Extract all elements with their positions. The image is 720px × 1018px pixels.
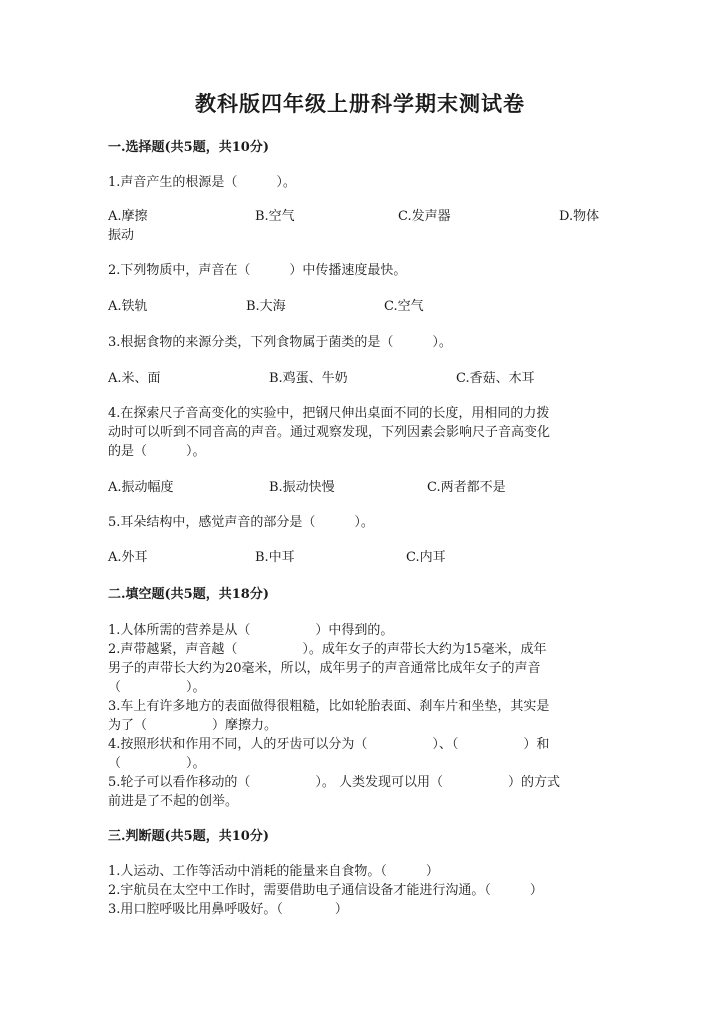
fill-line-6: 为了（ ）摩擦力。	[108, 718, 278, 733]
fill-line-10: 前进是了不起的创举。	[108, 794, 239, 809]
question-4-line3: 的是（ ）。	[108, 444, 206, 459]
option-1d-cont: 振动	[108, 228, 135, 243]
fill-line-8: （ ）。	[108, 756, 206, 771]
option-5b: B.中耳	[255, 550, 295, 565]
question-4-line2: 动时可以听到不同音高的声音。通过观察发现，下列因素会影响尺子音高变化	[108, 425, 551, 440]
question-3: 3.根据食物的来源分类，下列食物属于菌类的是（ ）。	[108, 335, 452, 350]
option-3a: A.米、面	[108, 371, 161, 386]
fill-line-3: 男子的声带长大约为20毫米，所以，成年男子的声音通常比成年女子的声音	[108, 661, 541, 676]
question-2: 2.下列物质中，声音在（ ）中传播速度最快。	[108, 263, 407, 278]
fill-line-9: 5.轮子可以看作移动的（ ）。 人类发现可以用（ ）的方式	[108, 775, 561, 790]
option-2c: C.空气	[384, 299, 424, 314]
option-4a: A.振动幅度	[108, 480, 174, 495]
option-1d: D.物体	[559, 209, 600, 224]
section-heading-choice: 一.选择题(共5题，共10分)	[108, 140, 269, 155]
judge-line-1: 1.人运动、工作等活动中消耗的能量来自食物。（ ）	[108, 864, 439, 879]
option-1b: B.空气	[255, 209, 295, 224]
judge-line-3: 3.用口腔呼吸比用鼻呼吸好。（ ）	[108, 902, 348, 917]
question-1: 1.声音产生的根源是（ ）。	[108, 175, 296, 190]
section-heading-judge: 三.判断题(共5题，共10分)	[108, 829, 269, 844]
option-2a: A.铁轨	[108, 299, 148, 314]
question-5: 5.耳朵结构中，感觉声音的部分是（ ）。	[108, 515, 374, 530]
option-1a: A.摩擦	[108, 209, 148, 224]
fill-line-5: 3.车上有许多地方的表面做得很粗糙，比如轮胎表面、刹车片和坐垫，其实是	[108, 699, 550, 714]
question-4-line1: 4.在探索尺子音高变化的实验中，把钢尺伸出桌面不同的长度，用相同的力拨	[108, 406, 550, 421]
fill-line-4: （ ）。	[108, 680, 206, 695]
option-4b: B.振动快慢	[269, 480, 335, 495]
option-3c: C.香菇、木耳	[456, 371, 535, 386]
fill-line-7: 4.按照形状和作用不同，人的牙齿可以分为（ ）、（ ）和	[108, 737, 550, 752]
judge-line-2: 2.宇航员在太空中工作时，需要借助电子通信设备才能进行沟通。（ ）	[108, 883, 543, 898]
section-heading-fill: 二.填空题(共5题，共18分)	[108, 587, 269, 602]
fill-line-2: 2.声带越紧，声音越（ ）。成年女子的声带长大约为15毫米，成年	[108, 642, 547, 657]
option-5a: A.外耳	[108, 550, 148, 565]
option-4c: C.两者都不是	[427, 480, 506, 495]
option-1c: C.发声器	[398, 209, 451, 224]
option-5c: C.内耳	[406, 550, 446, 565]
option-3b: B.鸡蛋、牛奶	[269, 371, 348, 386]
page-title: 教科版四年级上册科学期末测试卷	[195, 91, 525, 116]
option-2b: B.大海	[246, 299, 286, 314]
fill-line-1: 1.人体所需的营养是从（ ）中得到的。	[108, 623, 394, 638]
